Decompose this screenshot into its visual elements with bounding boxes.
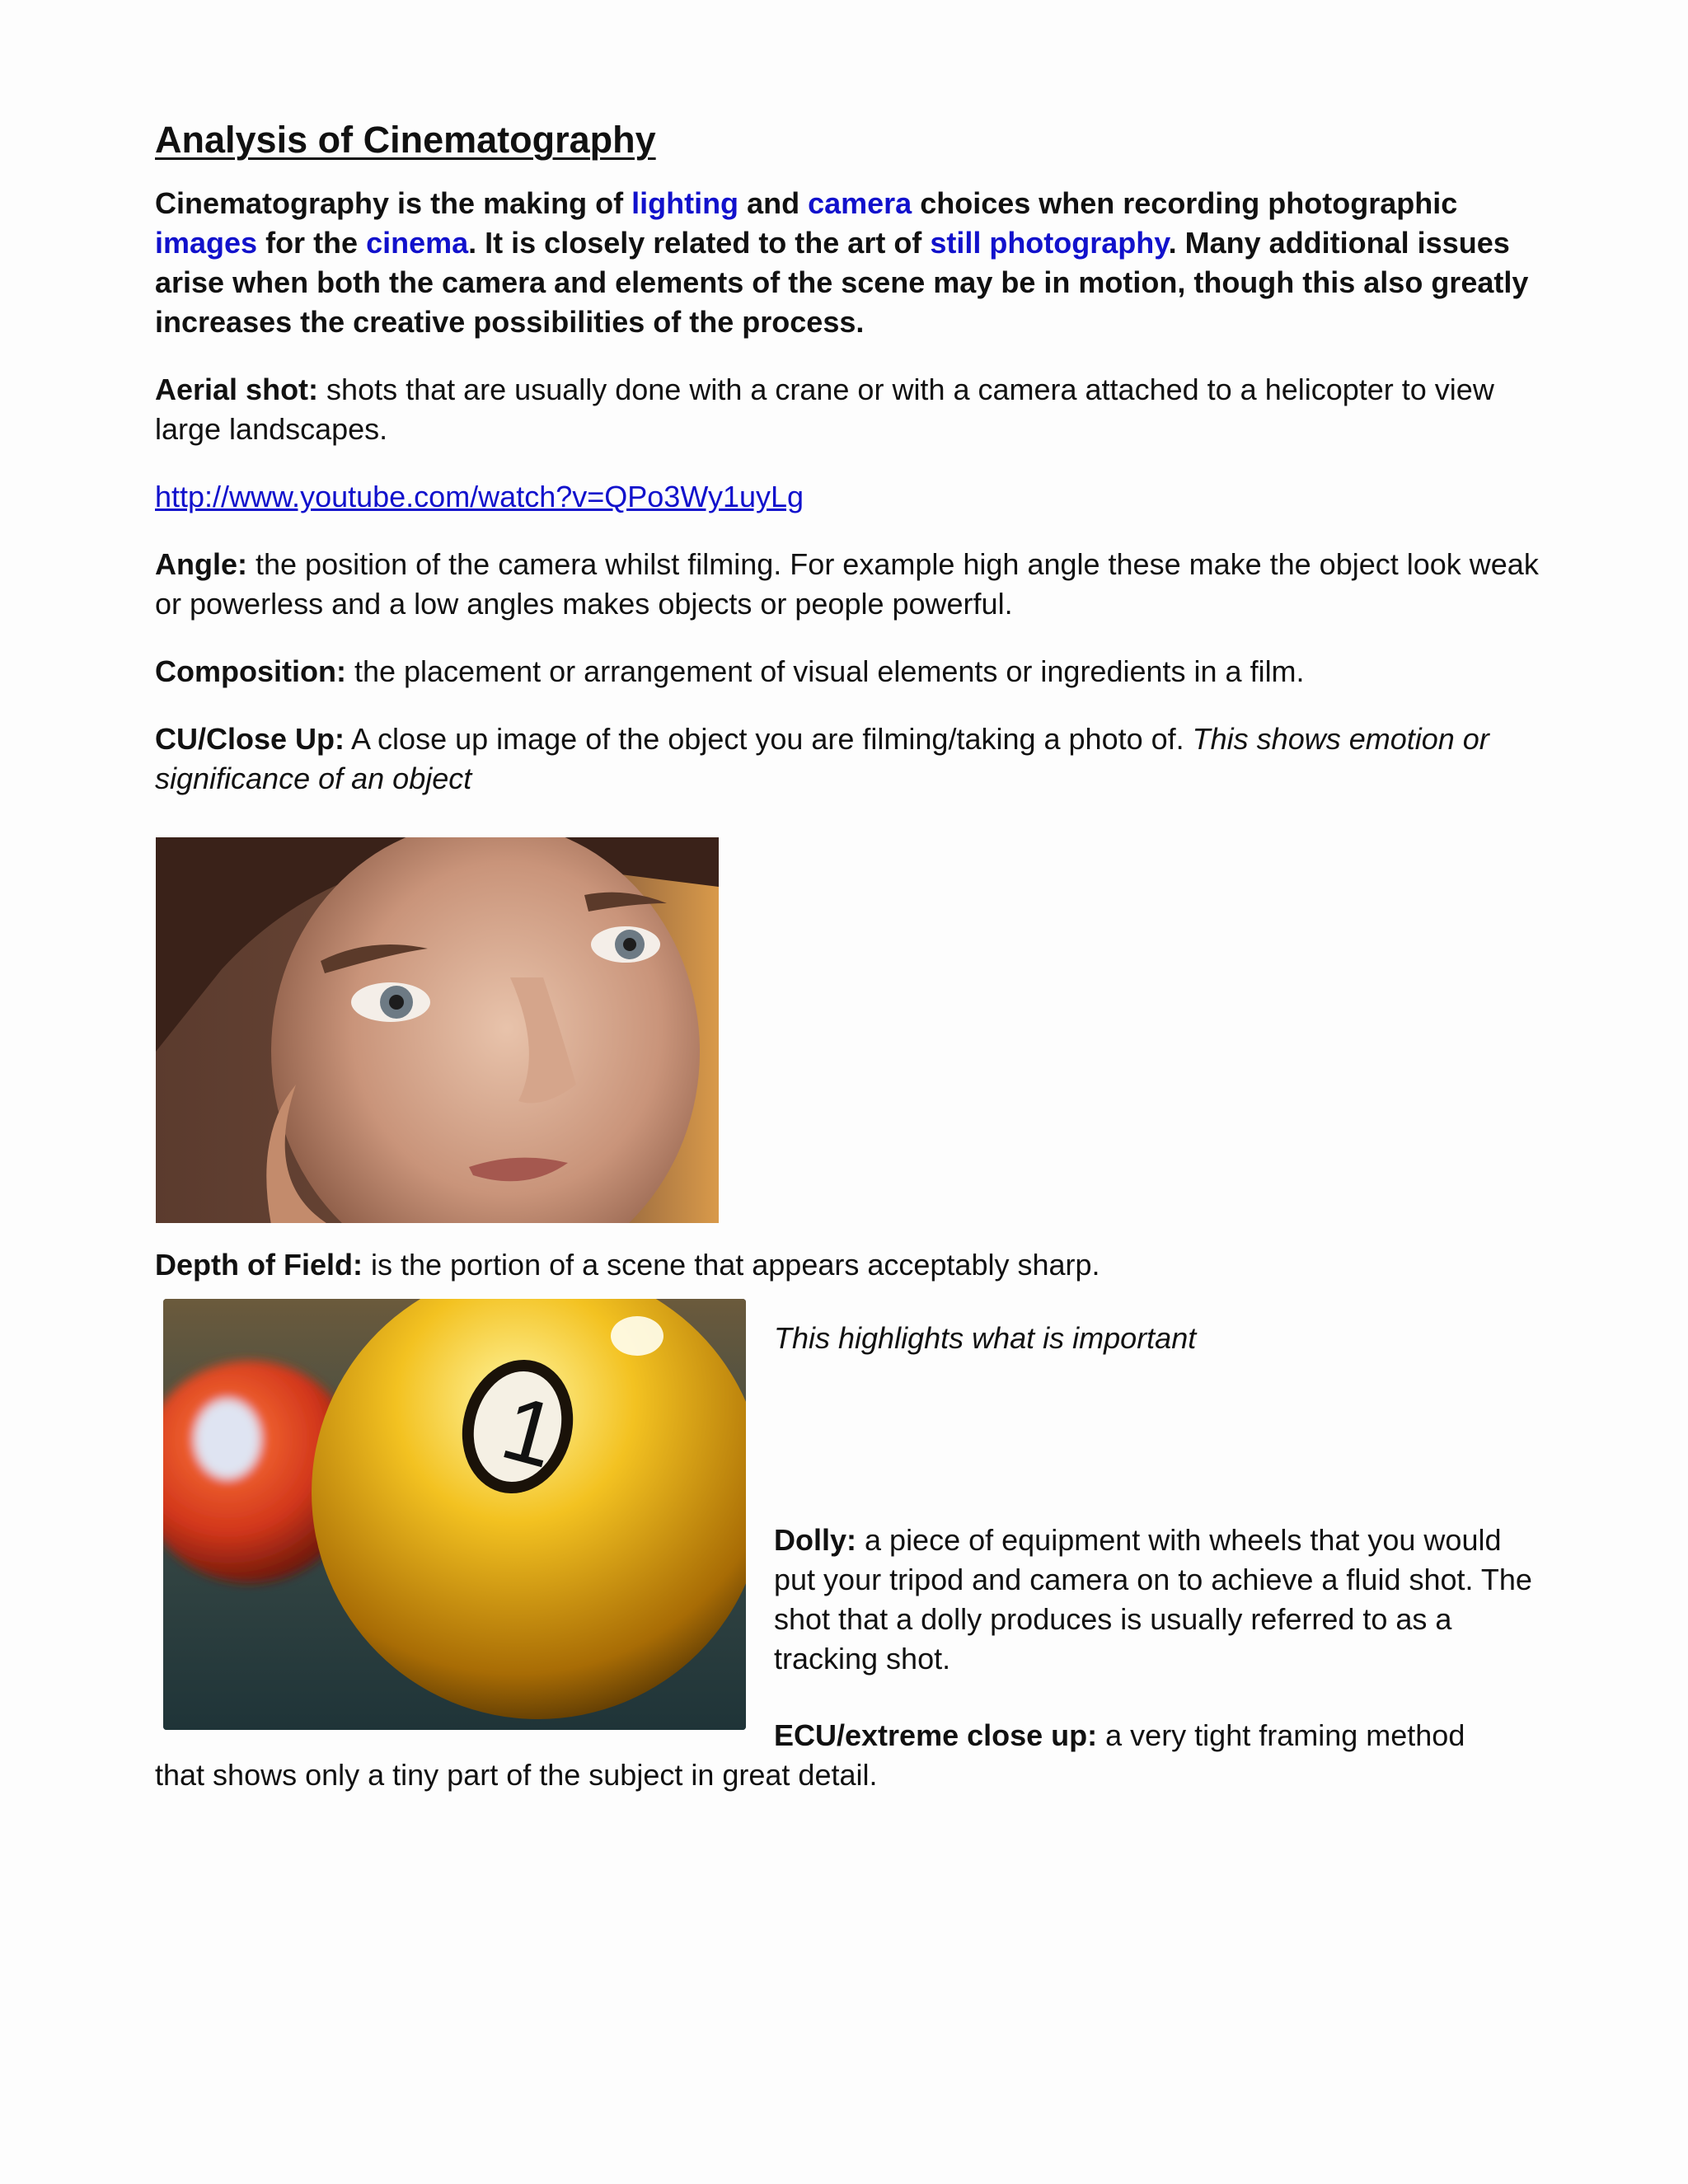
definition: the position of the camera whilst filming. For example high angle these make the object look weak or powerless and a low angles makes objects or people powerful. <box>155 547 1539 621</box>
term: Dolly: <box>774 1523 857 1557</box>
definition: the placement or arrangement of visual elements or ingredients in a film. <box>345 654 1305 688</box>
intro-text: . It is closely related to the art of <box>468 226 931 260</box>
close-up-face-image <box>156 837 719 1223</box>
angle-definition <box>155 545 1540 624</box>
definition: is the portion of a scene that appears acceptably sharp. <box>362 1248 1100 1282</box>
document-title: Analysis of Cinematography <box>155 119 656 161</box>
ecu-definition-continued: that shows only a tiny part of the subject in great detail. <box>155 1758 878 1792</box>
images-link[interactable]: images <box>155 226 258 260</box>
intro-text: Cinematography is the making of <box>155 186 632 220</box>
close-up-definition <box>155 719 1540 799</box>
term: Aerial shot: <box>155 373 319 406</box>
definition: shots that are usually done with a crane or with a camera attached to a helicopter to view large landscapes. <box>155 373 1494 446</box>
definition-note: This shows emotion or significance of an object <box>155 722 1489 795</box>
term: Composition: <box>155 654 346 688</box>
definition: A close up image of the object you are filming/taking a photo of. <box>345 722 1193 756</box>
intro-text: choices when recording photographic <box>912 186 1458 220</box>
definition: a piece of equipment with wheels that you would put your tripod and camera on to achieve a fluid shot. The shot that a dolly produces is usually referred to as a tracking shot. <box>774 1523 1532 1675</box>
document-body <box>155 111 1540 799</box>
aerial-link-paragraph <box>155 477 1540 517</box>
term: CU/Close Up: <box>155 722 345 756</box>
youtube-link[interactable]: http://www.youtube.com/watch?v=QPo3Wy1uyLg <box>155 480 804 513</box>
aerial-shot-definition <box>155 370 1540 449</box>
intro-paragraph <box>155 184 1540 342</box>
pool-balls-illustration <box>163 1299 746 1730</box>
pool-ball-number: 1 <box>491 1376 567 1488</box>
term: ECU/extreme close up: <box>774 1718 1098 1752</box>
ecu-definition <box>774 1716 1598 1755</box>
intro-text: and <box>738 186 809 220</box>
dolly-definition <box>774 1521 1532 1679</box>
face-illustration <box>156 837 719 1223</box>
composition-definition <box>155 652 1540 691</box>
term: Depth of Field: <box>155 1248 363 1282</box>
cinema-link[interactable]: cinema <box>366 226 469 260</box>
depth-of-field-pool-image <box>163 1299 746 1730</box>
intro-text: for the <box>257 226 367 260</box>
camera-link[interactable]: camera <box>808 186 912 220</box>
depth-of-field-definition <box>155 1245 1391 1285</box>
intro-text: . Many additional issues arise when both the camera and elements of the scene may be in motion, though this also greatly increases the creative possibilities of the process. <box>155 226 1529 339</box>
depth-of-field-note: This highlights what is important <box>774 1321 1197 1355</box>
lighting-link[interactable]: lighting <box>631 186 739 220</box>
definition: a very tight framing method <box>1097 1718 1465 1752</box>
still-photography-link[interactable]: still photography <box>930 226 1169 260</box>
term: Angle: <box>155 547 247 581</box>
